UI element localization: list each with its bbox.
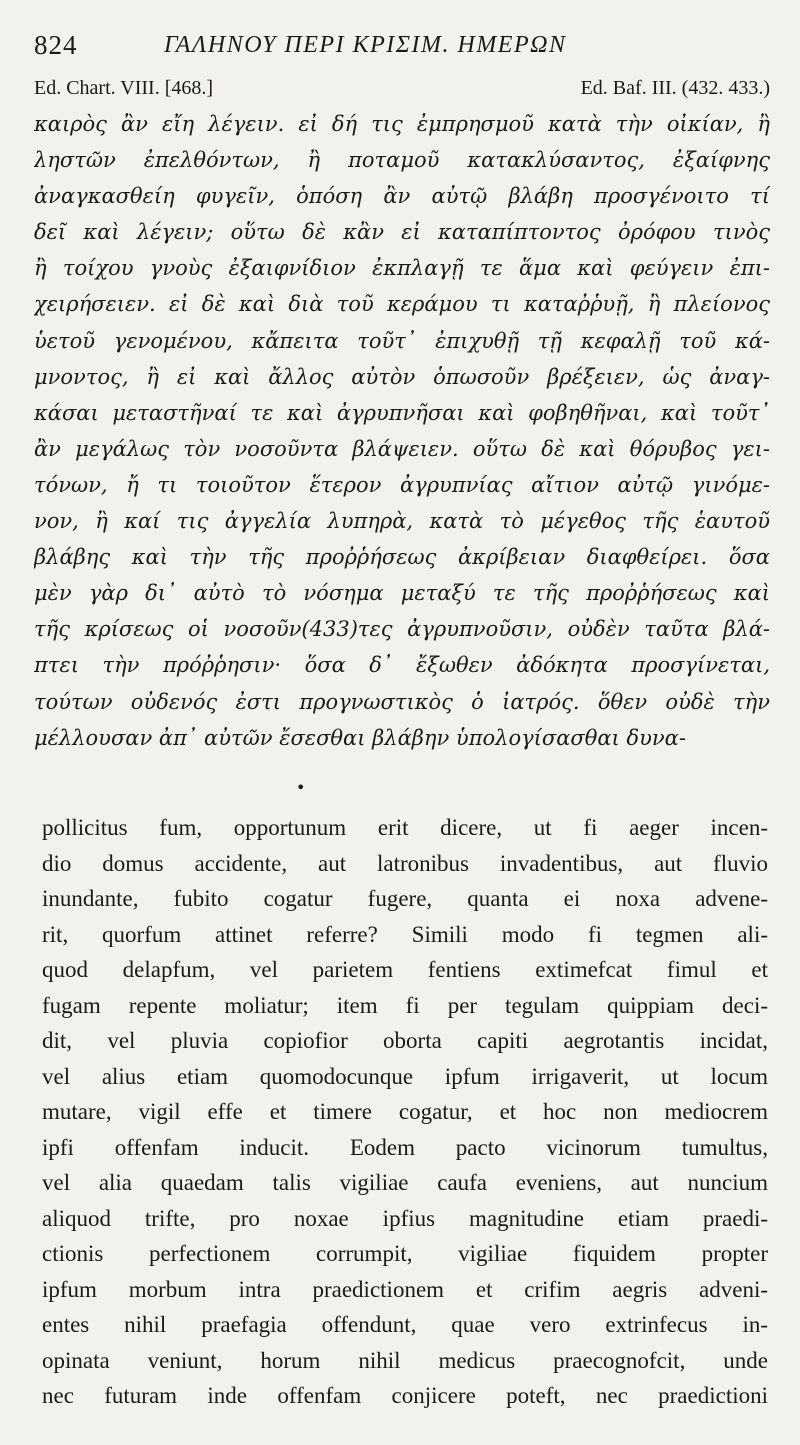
page-number: 824 [34, 30, 78, 60]
greek-text-line: τῆς κρίσεως οἱ νοσοῦν(433)τες ἀγρυπνοῦσιν, οὐδὲν ταῦτα βλά- [34, 617, 770, 642]
latin-text-line: fugam repente moliatur; item fi per tegulam quippiam deci- [42, 992, 768, 1018]
greek-text-block [34, 106, 770, 756]
latin-text-line: rit, quorfum attinet referre? Simili modo fi tegmen ali- [42, 921, 768, 947]
latin-text-line: ipfum morbum intra praedictionem et crifim aegris adveni- [42, 1276, 768, 1302]
greek-text-line: χειρήσειεν. εἰ δὲ καὶ διὰ τοῦ κεράμου τι καταῤῥυῇ, ἢ πλείονος [34, 292, 770, 317]
edition-basel-ref: Ed. Baf. III. (432. 433.) [580, 77, 770, 99]
latin-text-line: entes nihil praefagia offendunt, quae vero extrinfecus in- [42, 1312, 768, 1337]
separator-dot: • [296, 778, 306, 797]
latin-text-line: ctionis perfectionem corrumpit, vigiliae fiquidem propter [42, 1241, 768, 1266]
running-title: ΓΑΛΗΝΟΥ ΠΕΡΙ ΚΡΙΣΙΜ. ΗΜΕΡΩΝ [164, 32, 567, 58]
greek-text-line: νον, ἢ καί τις ἀγγελία λυπηρὰ, κατὰ τὸ μέγεθος τῆς ἑαυτοῦ [34, 509, 770, 534]
greek-text-line: ἢ τοίχου γνοὺς ἐξαιφνίδιον ἐκπλαγῇ τε ἅμα καὶ φεύγειν ἐπι- [34, 256, 770, 281]
greek-text-line: κάσαι μεταστῆναί τε καὶ ἀγρυπνῆσαι καὶ φοβηθῆναι, καὶ τοῦτ᾽ [34, 400, 770, 425]
edition-references [34, 77, 770, 105]
latin-text-line: inundante, fubito cogatur fugere, quanta ei noxa advene- [42, 886, 768, 911]
latin-text-line: aliquod trifte, pro noxae ipfius magnitudine etiam praedi- [42, 1205, 768, 1231]
greek-text-line: τούτων οὐδενός ἐστι προγνωστικὸς ὁ ἰατρός. ὅθεν οὐδὲ τὴν [34, 689, 770, 714]
latin-text-line: opinata veniunt, horum nihil medicus praecognofcit, unde [42, 1347, 768, 1373]
latin-text-line: nec futuram inde offenfam conjicere poteft, nec praedictioni [42, 1383, 768, 1408]
greek-text-line: μέλλουσαν ἀπ᾽ αὐτῶν ἔσεσθαι βλάβην ὑπολογίσασθαι δυνα- [34, 725, 686, 750]
greek-text-line: βλάβης καὶ τὴν τῆς προῤῥήσεως ἀκρίβειαν διαφθείρει. ὅσα [34, 545, 770, 570]
latin-text-line: vel alia quaedam talis vigiliae caufa eveniens, aut nuncium [42, 1170, 768, 1195]
latin-text-line: ipfi offenfam inducit. Eodem pacto vicinorum tumultus, [42, 1134, 768, 1160]
latin-text-line: quod delapfum, vel parietem fentiens extimefcat fimul et [42, 957, 768, 982]
edition-chart-ref: Ed. Chart. VIII. [468.] [34, 77, 214, 99]
latin-text-line: vel alius etiam quomodocunque ipfum irrigaverit, ut locum [42, 1063, 768, 1089]
latin-text-line: pollicitus fum, opportunum erit dicere, ut fi aeger incen- [42, 815, 768, 840]
greek-text-line: πτει τὴν πρόῤῥησιν· ὅσα δ᾽ ἔξωθεν ἀδόκητα προσγίνεται, [34, 653, 770, 678]
latin-text-line: mutare, vigil effe et timere cogatur, et hoc non mediocrem [42, 1099, 768, 1124]
greek-text-line: ληστῶν ἐπελθόντων, ἢ ποταμοῦ κατακλύσαντος, ἐξαίφνης [34, 148, 770, 173]
greek-text-line: ἀναγκασθείη φυγεῖν, ὁπόση ἂν αὐτῷ βλάβη προσγένοιτο τί [34, 184, 770, 209]
latin-text-block [42, 810, 768, 1414]
greek-text-line: μὲν γὰρ δι᾽ αὐτὸ τὸ νόσημα μεταξύ τε τῆς προῤῥήσεως καὶ [34, 581, 770, 606]
greek-text-line: μνοντος, ἢ εἰ καὶ ἄλλος αὐτὸν ὁπωσοῦν βρέξειεν, ὡς ἀναγ- [34, 364, 770, 389]
greek-text-line: τόνων, ἤ τι τοιοῦτον ἕτερον ἀγρυπνίας αἴτιον αὐτῷ γινόμε- [34, 472, 770, 497]
greek-text-line: ἂν μεγάλως τὸν νοσοῦντα βλάψειεν. οὕτω δὲ καὶ θόρυβος γει- [34, 436, 770, 461]
latin-text-line: dio domus accidente, aut latronibus invadentibus, aut fluvio [42, 850, 768, 876]
greek-text-line: ὑετοῦ γενομένου, κἄπειτα τοῦτ᾽ ἐπιχυθῇ τῇ κεφαλῇ τοῦ κά- [34, 328, 770, 353]
greek-text-line: δεῖ καὶ λέγειν; οὕτω δὲ κἂν εἰ καταπίπτοντος ὀρόφου τινὸς [34, 220, 770, 245]
latin-text-line: dit, vel pluvia copiofior oborta capiti aegrotantis incidat, [42, 1028, 768, 1053]
page-header [34, 30, 770, 70]
greek-text-line: καιρὸς ἂν εἴη λέγειν. εἰ δή τις ἐμπρησμοῦ κατὰ τὴν οἰκίαν, ἢ [34, 112, 770, 136]
